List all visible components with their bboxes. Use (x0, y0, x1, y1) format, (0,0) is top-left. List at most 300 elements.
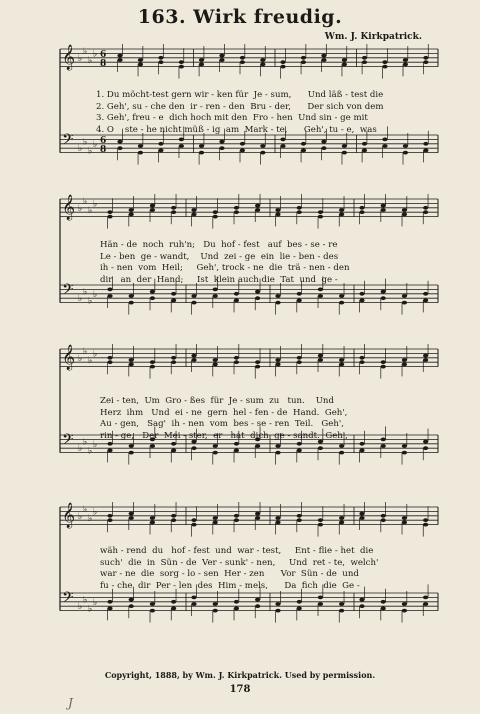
flat-icon: ♭ (88, 206, 93, 216)
notehead (362, 56, 367, 60)
notehead (150, 365, 155, 369)
margin-pencil-mark: J (68, 696, 73, 710)
lyric-line: wäh - rend du hof - fest und war - test, Ent - flie - het die (100, 546, 374, 556)
notehead (234, 607, 239, 611)
notehead (199, 144, 204, 148)
flat-icon: ♭ (93, 49, 98, 60)
notehead (255, 516, 260, 520)
notehead (158, 149, 163, 153)
notehead (234, 299, 239, 303)
notehead (191, 213, 196, 217)
lyric-line: such' die in Sün - de Ver - sunk' - nen, Und ret - te, welch' (100, 557, 379, 568)
notehead (129, 294, 134, 298)
notehead (275, 301, 280, 305)
notehead (297, 600, 302, 604)
notehead (171, 360, 176, 364)
notehead (150, 208, 155, 212)
time-signature-top: 6 (100, 50, 107, 60)
notehead (150, 521, 155, 525)
notehead (191, 523, 196, 527)
notehead (342, 63, 347, 67)
notehead (171, 206, 176, 210)
notehead (381, 204, 386, 208)
notehead (362, 149, 367, 153)
time-signature-bottom: 8 (100, 145, 107, 155)
notehead (423, 210, 428, 214)
notehead (359, 292, 364, 296)
notehead (107, 518, 112, 522)
bass-clef-icon: 𝄢 (62, 589, 74, 610)
notehead (402, 301, 407, 305)
notehead (297, 299, 302, 303)
lyric-line: 4. O ste - he nicht müß - ig am Mark - te, Geh', tu - e, was (96, 124, 377, 135)
notehead (359, 206, 364, 210)
notehead (150, 290, 155, 294)
notehead (191, 596, 196, 600)
notehead (359, 360, 364, 364)
notehead (339, 294, 344, 298)
notehead (129, 516, 134, 520)
notehead (234, 442, 239, 446)
notehead (381, 296, 386, 300)
notehead (402, 208, 407, 212)
notehead (107, 356, 112, 360)
flat-icon: ♭ (83, 197, 88, 208)
notehead (275, 609, 280, 613)
notehead (339, 444, 344, 448)
notehead (402, 451, 407, 455)
notehead (301, 60, 306, 64)
notehead (179, 60, 184, 64)
notehead (275, 294, 280, 298)
notehead (240, 142, 245, 146)
notehead (381, 365, 386, 369)
notehead (297, 360, 302, 364)
notehead (107, 360, 112, 364)
notehead (191, 518, 196, 522)
flat-icon: ♭ (78, 294, 83, 305)
notehead (191, 294, 196, 298)
notehead (234, 449, 239, 453)
notehead (107, 294, 112, 298)
notehead (255, 208, 260, 212)
lyric-line: 3. Geh', freu - e dich hoch mit den Fro - hen Und sin - ge mit (96, 113, 368, 124)
notehead (191, 446, 196, 450)
notehead (381, 360, 386, 364)
notehead (117, 146, 122, 150)
notehead (234, 518, 239, 522)
notehead (318, 602, 323, 606)
notehead (402, 358, 407, 362)
notehead (318, 446, 323, 450)
notehead (219, 58, 224, 62)
notehead (171, 518, 176, 522)
notehead (423, 446, 428, 450)
notehead (191, 358, 196, 362)
notehead (297, 206, 302, 210)
notehead (402, 516, 407, 520)
notehead (129, 604, 134, 608)
notehead (297, 292, 302, 296)
notehead (275, 451, 280, 455)
notehead (339, 516, 344, 520)
notehead (171, 299, 176, 303)
notehead (255, 296, 260, 300)
notehead (423, 602, 428, 606)
flat-icon: ♭ (93, 507, 98, 518)
notehead (117, 54, 122, 58)
notehead (403, 63, 408, 67)
notehead (382, 60, 387, 64)
notehead (423, 206, 428, 210)
notehead (158, 142, 163, 146)
notehead (240, 60, 245, 64)
time-signature-bottom: 8 (100, 59, 107, 69)
notehead (150, 516, 155, 520)
notehead (321, 140, 326, 144)
notehead (318, 358, 323, 362)
notehead (240, 56, 245, 60)
notehead (129, 301, 134, 305)
notehead (191, 602, 196, 606)
flat-icon: ♭ (88, 296, 93, 307)
flat-icon: ♭ (93, 199, 98, 210)
notehead (402, 294, 407, 298)
notehead (359, 516, 364, 520)
notehead (423, 149, 428, 153)
notehead (255, 604, 260, 608)
notehead (255, 512, 260, 516)
lyric-line: ih - nen vom Heil; Geh', trock - ne die trä - nen - den (100, 263, 350, 274)
notehead (171, 442, 176, 446)
notehead (260, 63, 265, 67)
notehead (107, 514, 112, 518)
notehead (213, 609, 218, 613)
notehead (150, 444, 155, 448)
flat-icon: ♭ (88, 604, 93, 615)
notehead (423, 354, 428, 358)
notehead (318, 596, 323, 600)
notehead (275, 521, 280, 525)
notehead (402, 602, 407, 606)
notehead (275, 602, 280, 606)
notehead (234, 514, 239, 518)
notehead (255, 444, 260, 448)
notehead (117, 140, 122, 144)
notehead (301, 149, 306, 153)
notehead (107, 288, 112, 292)
notehead (318, 288, 323, 292)
notehead (275, 208, 280, 212)
notehead (359, 598, 364, 602)
notehead (129, 444, 134, 448)
bass-clef-icon: 𝄢 (62, 281, 74, 302)
notehead (255, 290, 260, 294)
notehead (423, 299, 428, 303)
notehead (107, 215, 112, 219)
notehead (150, 296, 155, 300)
notehead (318, 215, 323, 219)
notehead (381, 607, 386, 611)
notehead (381, 444, 386, 448)
notehead (382, 138, 387, 142)
notehead (381, 514, 386, 518)
notehead (342, 151, 347, 155)
notehead (191, 354, 196, 358)
flat-icon: ♭ (78, 511, 83, 522)
notehead (171, 600, 176, 604)
notehead (301, 56, 306, 60)
notehead (321, 146, 326, 150)
notehead (199, 151, 204, 155)
notehead (255, 204, 260, 208)
notehead (138, 144, 143, 148)
notehead (359, 604, 364, 608)
flat-icon: ♭ (88, 56, 93, 66)
notehead (402, 521, 407, 525)
notehead (150, 204, 155, 208)
notehead (339, 213, 344, 217)
notehead (260, 58, 265, 62)
time-signature-top: 6 (100, 136, 107, 146)
notehead (318, 518, 323, 522)
notehead (275, 444, 280, 448)
notehead (297, 356, 302, 360)
lyric-line: 1. Du möcht-test gern wir - ken für Je - sum, Und läß - test die (96, 90, 384, 100)
flat-icon: ♭ (88, 514, 93, 524)
notehead (280, 65, 285, 69)
notehead (402, 609, 407, 613)
notehead (129, 512, 134, 516)
notehead (280, 144, 285, 148)
bass-clef-icon: 𝄢 (62, 131, 74, 152)
notehead (107, 607, 112, 611)
flat-icon: ♭ (88, 356, 93, 366)
notehead (255, 360, 260, 364)
notehead (171, 292, 176, 296)
notehead (171, 514, 176, 518)
notehead (339, 609, 344, 613)
notehead (213, 602, 218, 606)
notehead (359, 442, 364, 446)
notehead (171, 356, 176, 360)
notehead (381, 290, 386, 294)
flat-icon: ♭ (78, 203, 83, 214)
notehead (321, 58, 326, 62)
notehead (199, 58, 204, 62)
lyric-line: Hän - de noch ruh'n; Du hof - fest auf bes - se - re (100, 240, 338, 250)
notehead (403, 151, 408, 155)
notehead (213, 521, 218, 525)
notehead (423, 518, 428, 522)
notehead (234, 360, 239, 364)
notehead (359, 449, 364, 453)
lyric-line: Le - ben ge - wandt, Und zei - ge ein lie - ben - des (100, 251, 339, 262)
notehead (403, 58, 408, 62)
hymn-title: 163. Wirk freudig. (137, 6, 343, 28)
lyric-line: rin - ge, Der Mei - ster, er hat dich ge - sandt. Geh', (100, 430, 348, 441)
notehead (260, 144, 265, 148)
page-number: 178 (229, 684, 251, 695)
notehead (213, 358, 218, 362)
notehead (318, 210, 323, 214)
notehead (423, 292, 428, 296)
notehead (275, 213, 280, 217)
notehead (359, 210, 364, 214)
notehead (179, 144, 184, 148)
lyric-line: Herz ihm Und ei - ne gern hel - fen - de Hand. Geh', (100, 407, 348, 418)
notehead (423, 358, 428, 362)
lyric-line: war - ne die sorg - lo - sen Her - zen Vor Sün - de und (100, 569, 359, 580)
notehead (213, 210, 218, 214)
notehead (234, 210, 239, 214)
notehead (213, 451, 218, 455)
notehead (158, 60, 163, 64)
notehead (381, 518, 386, 522)
notehead (342, 144, 347, 148)
notehead (339, 521, 344, 525)
flat-icon: ♭ (93, 289, 98, 300)
notehead (107, 210, 112, 214)
notehead (150, 609, 155, 613)
notehead (423, 60, 428, 64)
notehead (129, 358, 134, 362)
notehead (423, 440, 428, 444)
notehead (423, 523, 428, 527)
notehead (359, 299, 364, 303)
notehead (191, 208, 196, 212)
notehead (339, 451, 344, 455)
treble-clef-icon: 𝄞 (62, 45, 76, 70)
notehead (171, 607, 176, 611)
flat-icon: ♭ (93, 439, 98, 450)
flat-icon: ♭ (93, 349, 98, 360)
treble-clef-icon: 𝄞 (62, 195, 76, 220)
notehead (342, 58, 347, 62)
notehead (297, 607, 302, 611)
flat-icon: ♭ (83, 437, 88, 448)
notehead (381, 208, 386, 212)
notehead (359, 512, 364, 516)
notehead (423, 596, 428, 600)
flat-icon: ♭ (83, 47, 88, 58)
notehead (129, 213, 134, 217)
lyric-line: 2. Geh', su - che den ir - ren - den Bru - der, Der sich von dem (96, 101, 384, 112)
notehead (129, 598, 134, 602)
flat-icon: ♭ (83, 505, 88, 516)
flat-icon: ♭ (83, 137, 88, 148)
flat-icon: ♭ (93, 597, 98, 608)
notehead (138, 63, 143, 67)
notehead (275, 363, 280, 367)
flat-icon: ♭ (93, 139, 98, 150)
lyric-line: Zei - ten, Um Gro - ßes für Je - sum zu tun. Und (100, 396, 334, 406)
notehead (138, 58, 143, 62)
notehead (158, 56, 163, 60)
notehead (403, 144, 408, 148)
flat-icon: ♭ (78, 144, 83, 155)
notehead (213, 294, 218, 298)
notehead (321, 54, 326, 58)
notehead (171, 210, 176, 214)
notehead (234, 292, 239, 296)
notehead (297, 518, 302, 522)
notehead (129, 363, 134, 367)
notehead (318, 294, 323, 298)
notehead (255, 598, 260, 602)
treble-clef-icon: 𝄞 (62, 345, 76, 370)
notehead (297, 449, 302, 453)
notehead (219, 54, 224, 58)
notehead (213, 363, 218, 367)
notehead (402, 363, 407, 367)
notehead (339, 358, 344, 362)
notehead (381, 438, 386, 442)
bass-clef-icon: 𝄢 (62, 431, 74, 452)
notehead (179, 65, 184, 69)
notehead (339, 208, 344, 212)
notehead (359, 356, 364, 360)
notehead (191, 301, 196, 305)
flat-icon: ♭ (78, 53, 83, 64)
composer-credit: Wm. J. Kirkpatrick. (324, 32, 422, 42)
flat-icon: ♭ (83, 287, 88, 298)
flat-icon: ♭ (83, 347, 88, 358)
lyric-line: dir an der Hand; Ist klein auch die Tat und ge - (100, 274, 338, 285)
notehead (234, 206, 239, 210)
copyright-notice: Copyright, 1888, by Wm. J. Kirkpatrick. Used by permission. (104, 670, 376, 680)
notehead (339, 363, 344, 367)
notehead (107, 449, 112, 453)
flat-icon: ♭ (78, 444, 83, 455)
notehead (280, 60, 285, 64)
flat-icon: ♭ (78, 353, 83, 364)
notehead (107, 442, 112, 446)
lyric-line: fu - che dir Per - len des Him - mels, Da fich die Ge - (100, 580, 360, 591)
notehead (179, 138, 184, 142)
notehead (339, 602, 344, 606)
notehead (280, 138, 285, 142)
notehead (213, 516, 218, 520)
notehead (423, 56, 428, 60)
notehead (275, 358, 280, 362)
notehead (318, 523, 323, 527)
notehead (260, 151, 265, 155)
notehead (297, 210, 302, 214)
notehead (234, 356, 239, 360)
notehead (423, 142, 428, 146)
notehead (382, 65, 387, 69)
notehead (171, 449, 176, 453)
flat-icon: ♭ (78, 602, 83, 613)
notehead (234, 600, 239, 604)
notehead (362, 142, 367, 146)
flat-icon: ♭ (83, 595, 88, 606)
notehead (219, 140, 224, 144)
notehead (381, 600, 386, 604)
notehead (255, 365, 260, 369)
notehead (240, 149, 245, 153)
treble-clef-icon: 𝄞 (62, 503, 76, 528)
notehead (362, 60, 367, 64)
notehead (301, 142, 306, 146)
notehead (150, 602, 155, 606)
notehead (199, 63, 204, 67)
notehead (117, 58, 122, 62)
notehead (297, 514, 302, 518)
flat-icon: ♭ (88, 446, 93, 457)
notehead (339, 301, 344, 305)
